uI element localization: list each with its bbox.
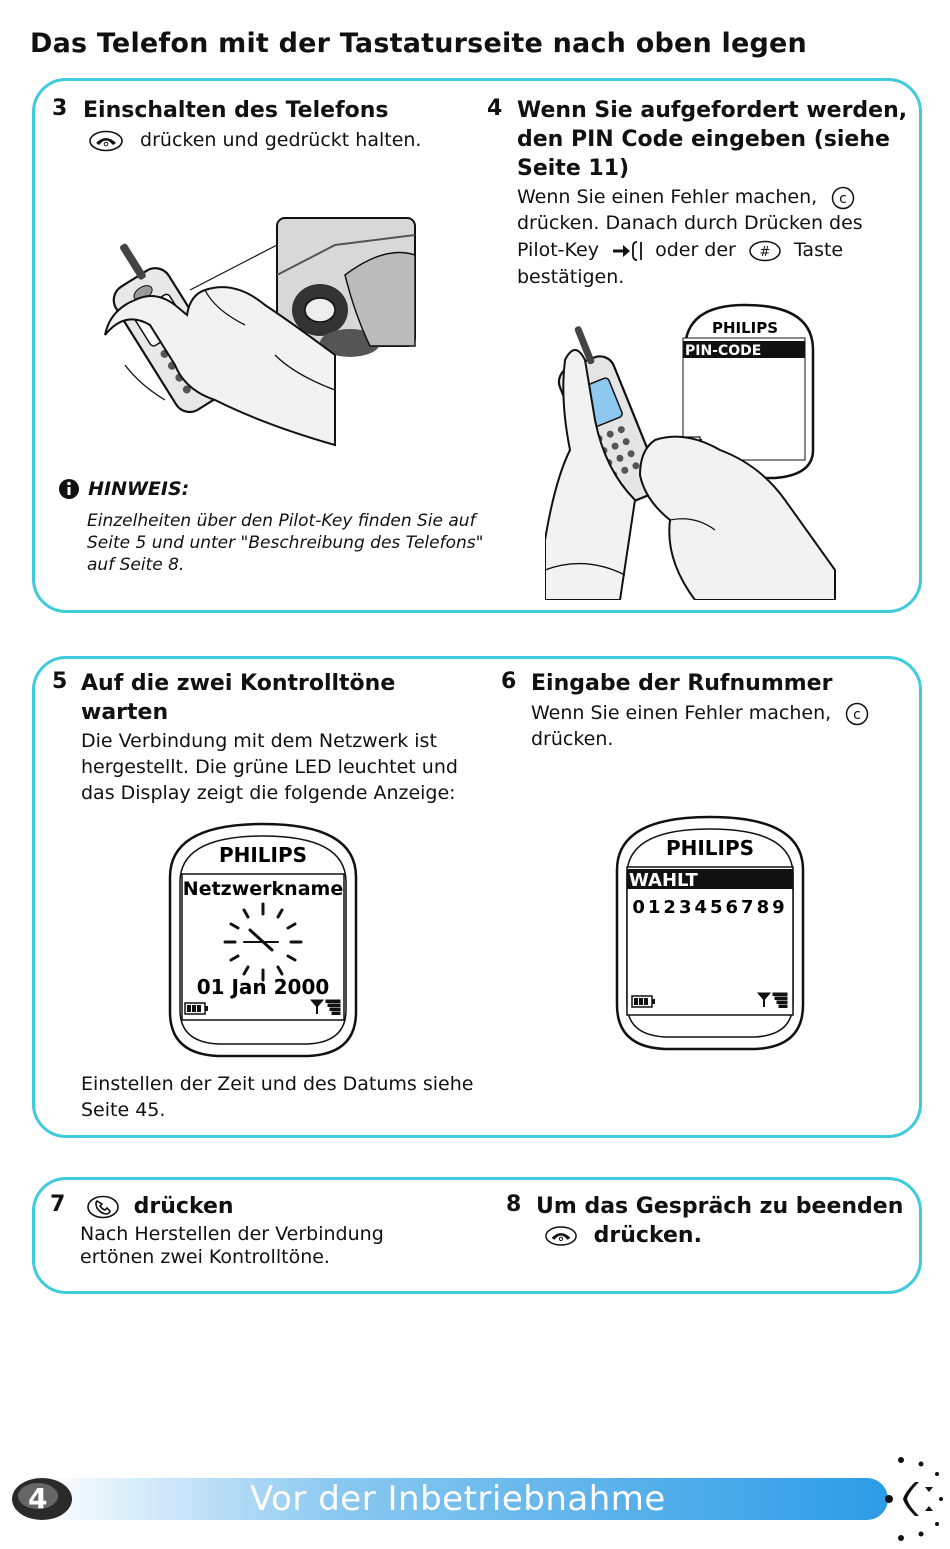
dialing-display: [615, 815, 805, 1051]
svg-text:c: c: [853, 706, 862, 723]
step-5-footer-1: Einstellen der Zeit und des Datums siehe: [81, 1073, 474, 1095]
step-5-footer-2: Seite 45.: [81, 1099, 166, 1121]
section-title: Vor der Inbetriebnahme: [250, 1479, 666, 1519]
step-5-heading-2: warten: [81, 700, 169, 725]
hinweis-note: [58, 478, 189, 500]
network-display-name: Netzwerkname: [182, 878, 344, 900]
step-7-heading-row: drücken: [86, 1192, 234, 1221]
step-5-text-2: hergestellt. Die grüne LED leuchtet und: [81, 756, 458, 778]
step-5-text-1: Die Verbindung mit dem Netzwerk ist: [81, 730, 437, 752]
step-3-heading: Einschalten des Telefons: [83, 98, 389, 123]
network-display: [168, 822, 358, 1058]
hinweis-text-1: Einzelheiten über den Pilot-Key finden Sie auf: [87, 511, 476, 531]
pin-display-brand: PHILIPS: [711, 319, 779, 337]
step-4-line-4: bestätigen.: [517, 266, 625, 288]
hinweis-text-3: auf Seite 8.: [87, 555, 185, 575]
end-call-key-icon: [88, 130, 124, 152]
step-6-heading: Eingabe der Rufnummer: [531, 671, 833, 696]
dialing-display-number: 0123456789: [632, 897, 788, 918]
svg-text:#: #: [759, 244, 771, 260]
step-7-text-2: ertönen zwei Kontrolltöne.: [80, 1246, 330, 1268]
hinweis-label: HINWEIS:: [88, 478, 190, 500]
philips-star-logo: [885, 1452, 947, 1547]
hinweis-text-2: Seite 5 und unter "Beschreibung des Telefons": [87, 533, 484, 553]
step-4-line-2: drücken. Danach durch Drücken des: [517, 212, 863, 234]
step-3-text-row: [88, 127, 421, 153]
page-title: Das Telefon mit der Tastaturseite nach oben legen: [30, 28, 807, 59]
step-4-number: 4: [487, 96, 503, 121]
step-8-number: 8: [506, 1192, 522, 1217]
info-icon: [58, 478, 80, 500]
network-display-brand: PHILIPS: [218, 843, 308, 867]
dialing-display-brand: PHILIPS: [665, 836, 755, 860]
c-key-icon: [845, 702, 869, 726]
step-4-heading-1: Wenn Sie aufgefordert werden,: [517, 98, 908, 123]
step-8-heading-row-2: drücken.: [544, 1221, 702, 1250]
step-8-heading: Um das Gespräch zu beenden: [536, 1194, 904, 1219]
step-5-text-3: das Display zeigt die folgende Anzeige:: [81, 782, 456, 804]
pin-entry-illustration: [545, 300, 845, 600]
step-5-heading-1: Auf die zwei Kontrolltöne: [81, 671, 396, 696]
end-call-key-icon: [544, 1225, 578, 1247]
step-6-number: 6: [501, 669, 517, 694]
hash-key-icon: [748, 240, 782, 262]
step-3-text: drücken und gedrückt halten.: [140, 129, 422, 151]
step-6-line-2: drücken.: [531, 728, 614, 750]
dialing-display-label: WAHLT: [629, 870, 698, 891]
step-4-heading-2: den PIN Code eingeben (siehe: [517, 127, 890, 152]
step-4-line-3: Pilot-Key oder der # Taste: [517, 239, 844, 261]
svg-text:c: c: [839, 190, 848, 207]
page-number: 4: [28, 1482, 48, 1515]
pilot-key-icon: [611, 239, 645, 263]
c-key-icon: [831, 186, 855, 210]
step-4-line-1: Wenn Sie einen Fehler machen, c: [517, 184, 855, 210]
phone-power-on-illustration: [95, 215, 420, 450]
step-6-line-1: Wenn Sie einen Fehler machen, c: [531, 700, 869, 726]
step-3-number: 3: [52, 96, 68, 121]
step-7-text-1: Nach Herstellen der Verbindung: [80, 1223, 384, 1245]
network-display-date: 01 Jan 2000: [196, 975, 330, 999]
pin-display-label: PIN-CODE: [685, 343, 762, 359]
step-7-number: 7: [50, 1192, 66, 1217]
step-4-heading-3: Seite 11): [517, 156, 630, 181]
call-key-icon: [86, 1195, 120, 1219]
step-5-number: 5: [52, 669, 68, 694]
